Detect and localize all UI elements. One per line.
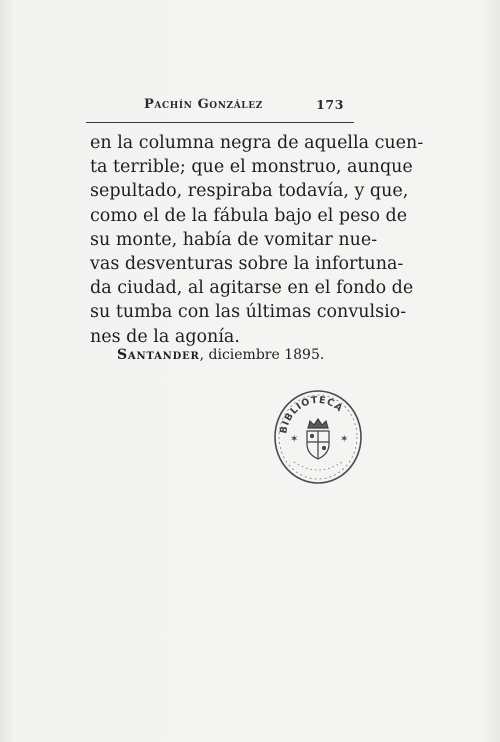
signature-date: , diciembre 1895. — [199, 347, 325, 363]
stamp-text: BIBLIOTECA — [278, 394, 346, 435]
page-number: 173 — [316, 97, 344, 112]
crowned-shield-icon — [307, 419, 329, 459]
stamp-icon — [272, 388, 364, 486]
text-line: da ciudad, al agitarse en el fondo de — [90, 278, 414, 299]
text-line: su monte, había de vomitar nue- — [90, 229, 378, 250]
library-stamp — [272, 388, 364, 486]
body-text — [90, 131, 424, 349]
text-line: nes de la agonía. — [90, 326, 240, 347]
text-line: como el de la fábula bajo el peso de — [90, 205, 408, 226]
page-header — [86, 95, 354, 117]
text-line: vas desventuras sobre la infortuna- — [90, 254, 404, 275]
text-line: en la columna negra de aquella cuen- — [90, 133, 424, 153]
running-title: Pachín González — [144, 97, 263, 112]
star-icon: ✶ — [290, 434, 299, 445]
text-line: su tumba con las últimas convulsio- — [90, 302, 407, 323]
star-icon: ✶ — [340, 434, 349, 445]
signature-place: Santander — [117, 347, 200, 363]
header-rule — [86, 122, 354, 123]
signature-line — [117, 347, 324, 363]
text-line: sepultado, respiraba todavía, y que, — [90, 181, 409, 202]
svg-text:BIBLIOTECA — [278, 395, 345, 435]
text-line: ta terrible; que el monstruo, aunque — [90, 157, 413, 178]
